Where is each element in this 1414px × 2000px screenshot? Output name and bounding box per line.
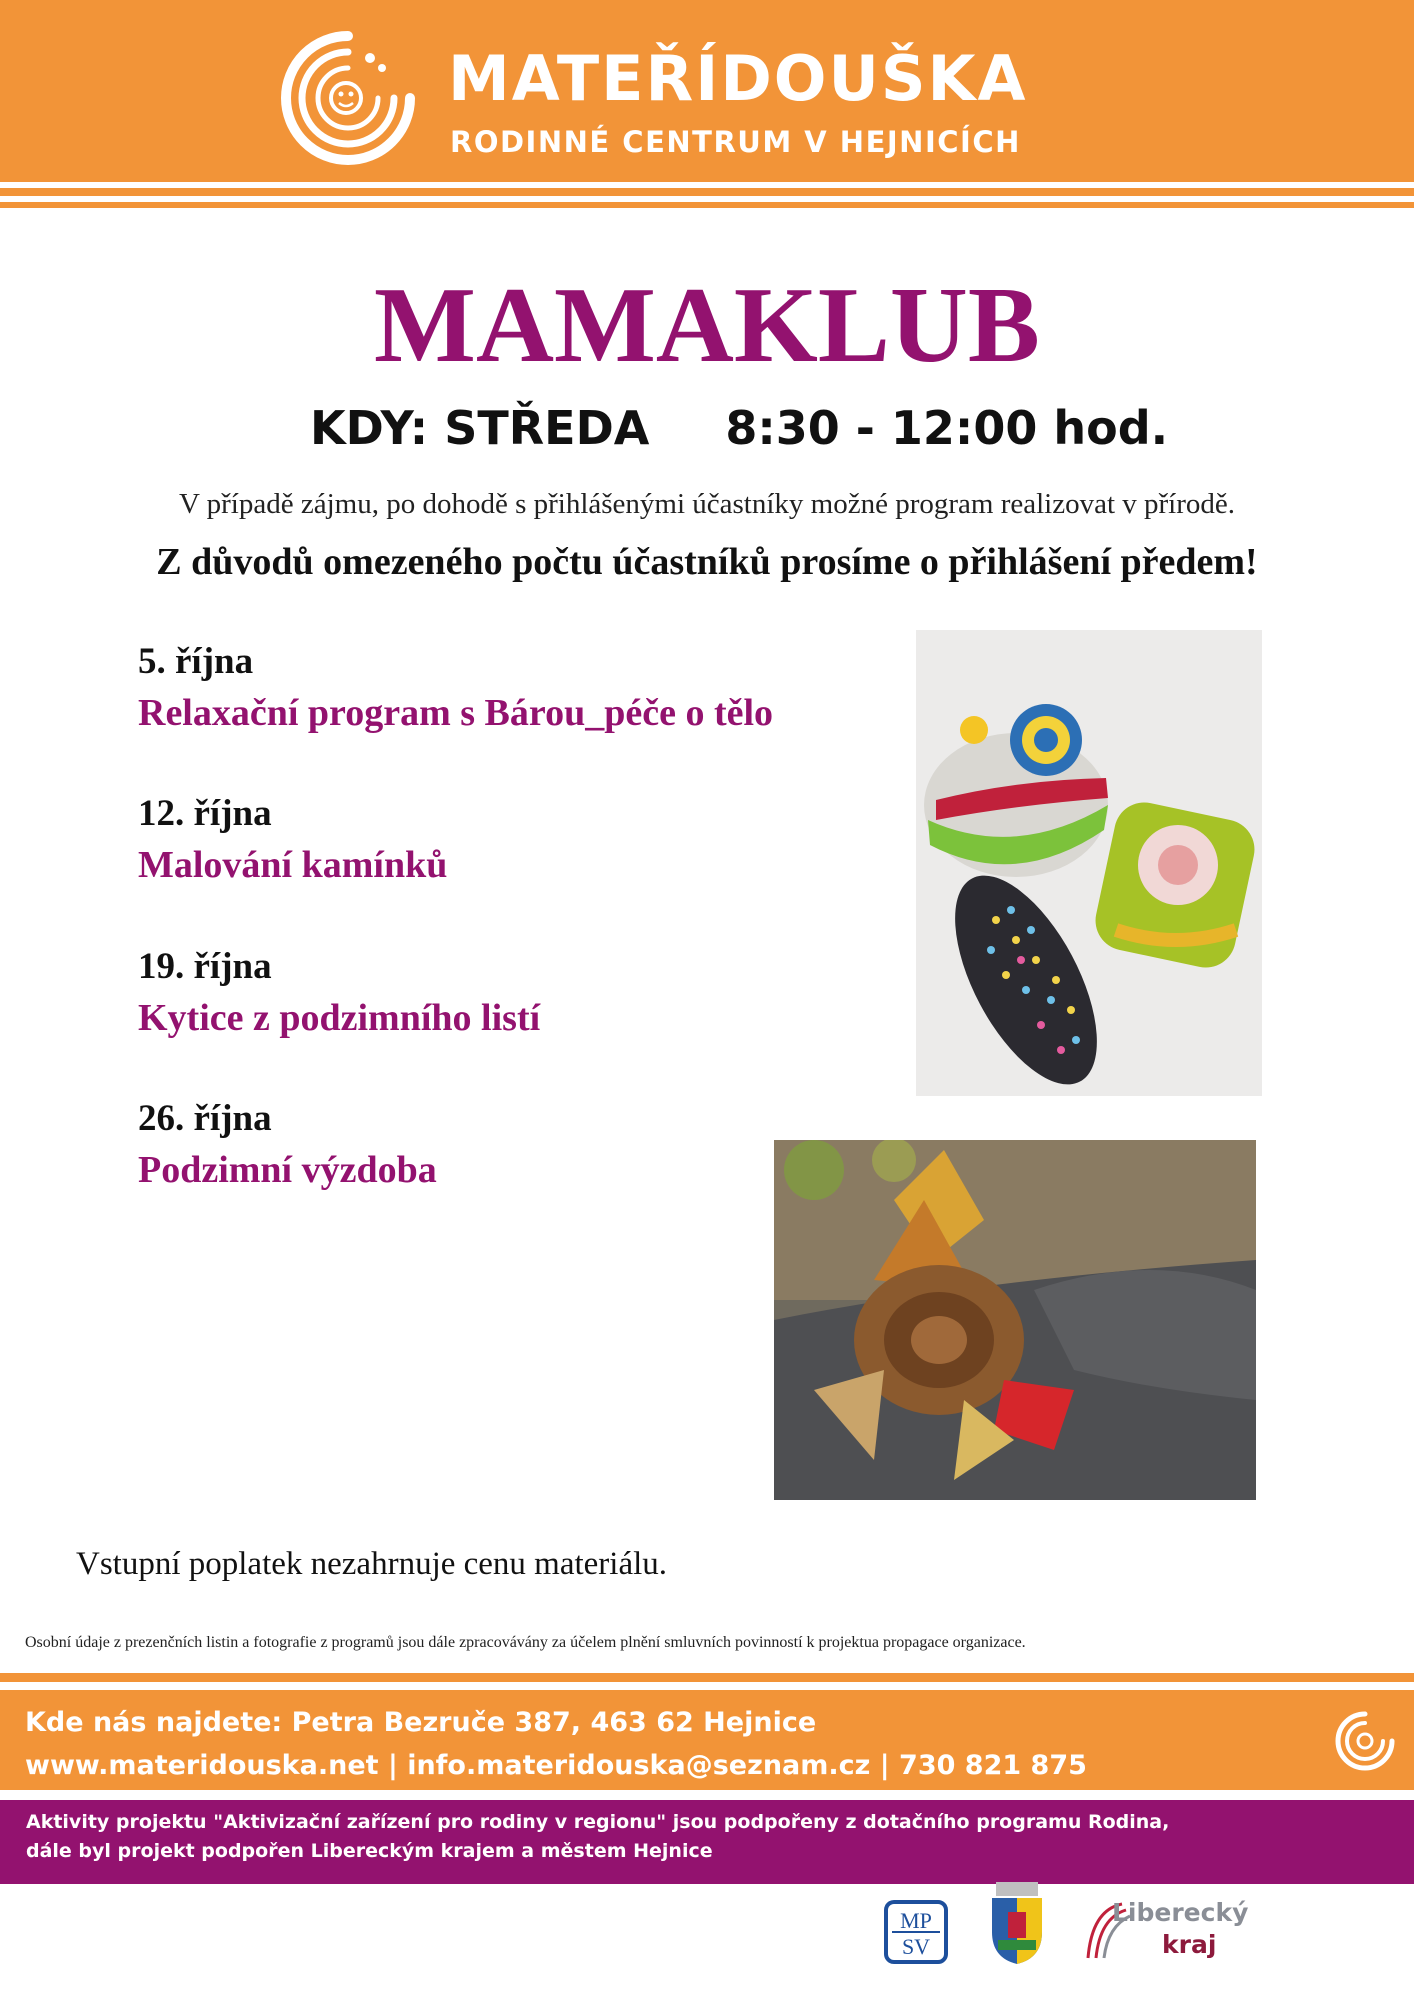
- program-title: Kytice z podzimního listí: [138, 997, 541, 1039]
- spiral-small-icon: [1334, 1710, 1396, 1772]
- mpsv-top-text: MP: [900, 1908, 932, 1933]
- schedule-label: KDY:: [310, 401, 429, 455]
- program-title: Malování kamínků: [138, 844, 448, 886]
- gdpr-note: Osobní údaje z prezenčních listin a fotografie z programů jsou dále zpracovávány za účelem plnění smluvních povinností k projektua propagace organizace.: [25, 1634, 1026, 1651]
- kraj-text-line1: Liberecký: [1112, 1898, 1249, 1927]
- page-title: MAMAKLUB: [374, 266, 1040, 385]
- program-date: 5. října: [138, 641, 254, 682]
- mpsv-bottom-text: SV: [901, 1934, 931, 1959]
- header-stripe-thin: [0, 202, 1414, 208]
- footer-stripe: [0, 1673, 1414, 1682]
- program-date: 19. října: [138, 946, 272, 987]
- program-title: Podzimní výzdoba: [138, 1149, 437, 1191]
- program-date: 26. října: [138, 1098, 272, 1139]
- brand-name: MATEŘÍDOUŠKA: [448, 42, 1028, 115]
- schedule-time: 8:30 - 12:00 hod.: [725, 401, 1169, 455]
- fee-note: Vstupní poplatek nezahrnuje cenu materiálu.: [76, 1546, 668, 1582]
- spiral-logo-icon: [278, 28, 418, 168]
- brand-subtitle: RODINNÉ CENTRUM V HEJNICÍCH: [450, 125, 1021, 159]
- header-stripe: [0, 188, 1414, 196]
- autumn-leaf-rose-photo: [774, 1140, 1256, 1500]
- mpsv-logo: [884, 1900, 948, 1964]
- registration-notice: Z důvodů omezeného počtu účastníků prosíme o přihlášení předem!: [156, 541, 1258, 583]
- outdoor-note: V případě zájmu, po dohodě s přihlášenými účastníky možné program realizovat v přírodě.: [178, 488, 1236, 520]
- support-line-1: Aktivity projektu "Aktivizační zařízení pro rodiny v regionu" jsou podpořeny z dotačního programu Rodina,: [26, 1811, 1170, 1833]
- hejnice-crest-icon: [988, 1882, 1046, 1964]
- program-title: Relaxační program s Bárou_péče o tělo: [138, 692, 774, 734]
- footer-address: Kde nás najdete: Petra Bezruče 387, 463 62 Hejnice: [25, 1707, 817, 1738]
- support-line-2: dále byl projekt podpořen Libereckým krajem a městem Hejnice: [26, 1840, 713, 1862]
- schedule-day: STŘEDA: [444, 401, 650, 455]
- footer-contacts: www.materidouska.net | info.materidouska@seznam.cz | 730 821 875: [25, 1750, 1087, 1781]
- schedule-line: [310, 401, 1169, 455]
- painted-stones-photo: [916, 630, 1262, 1096]
- kraj-text-line2: kraj: [1162, 1930, 1217, 1959]
- program-date: 12. října: [138, 793, 272, 834]
